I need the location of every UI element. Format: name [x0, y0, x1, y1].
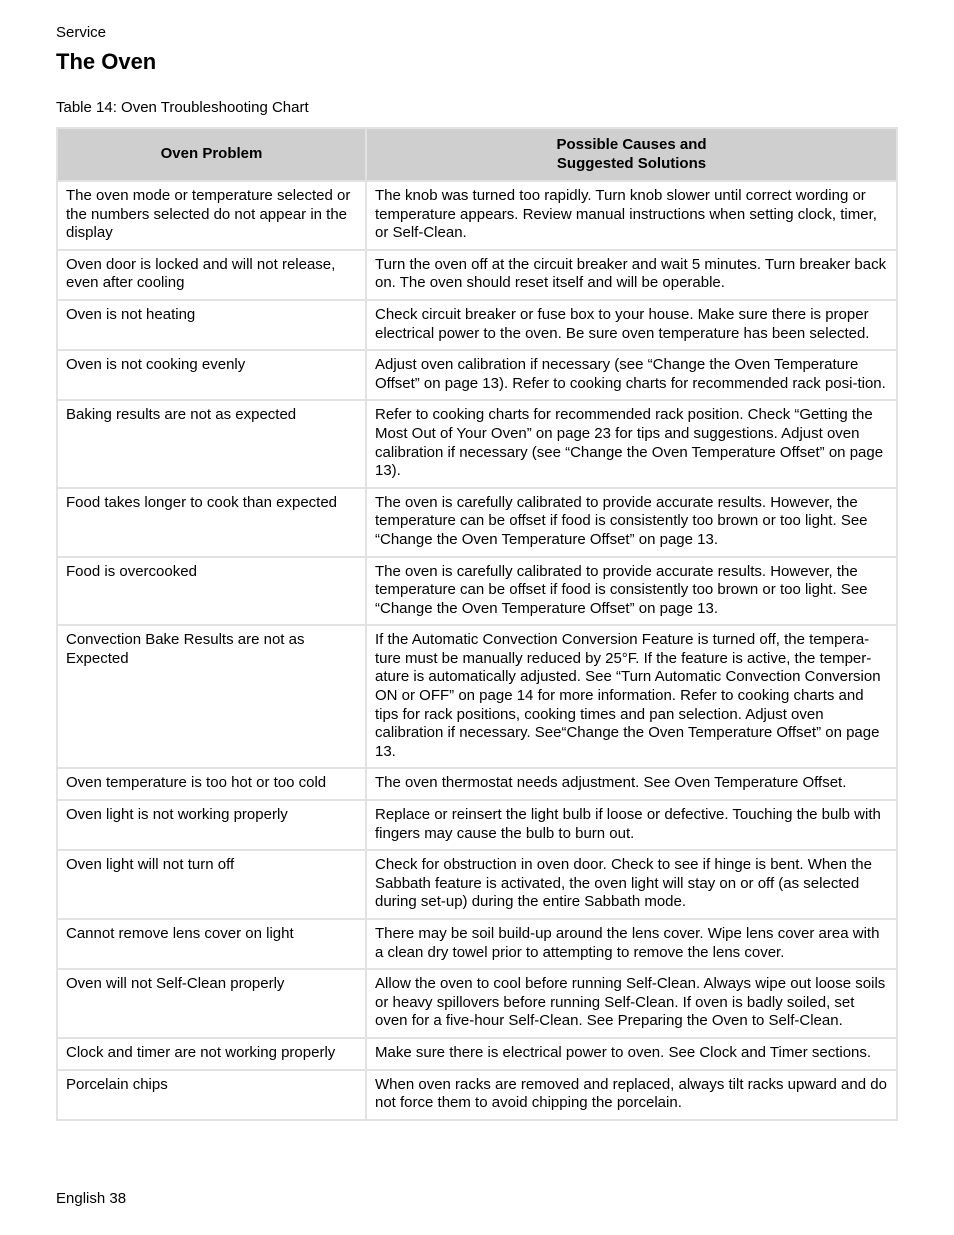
table-row	[57, 181, 897, 250]
table-row	[57, 1070, 897, 1120]
problem-cell: Clock and timer are not working properly	[57, 1038, 366, 1070]
header-solutions-line2: Suggested Solutions	[556, 154, 707, 172]
table-row	[57, 350, 897, 400]
problem-cell: Convection Bake Results are not as Expected	[57, 625, 366, 768]
table-row	[57, 625, 897, 768]
table-row	[57, 557, 897, 626]
problem-cell: Oven door is locked and will not release, even after cooling	[57, 250, 366, 300]
solution-cell: Make sure there is electrical power to oven. See Clock and Timer sections.	[366, 1038, 897, 1070]
solution-cell: Check for obstruction in oven door. Check to see if hinge is bent. When the Sabbath feature is activated, the oven light will stay on or off (as selected during set-up) during the entire Sabbath mode.	[366, 850, 897, 919]
problem-cell: Food is overcooked	[57, 557, 366, 626]
section-label: Service	[56, 24, 107, 41]
solution-cell: The knob was turned too rapidly. Turn knob slower until correct wording or temperature appears. Review manual instructions when setting clock, timer, or Self-Clean.	[366, 181, 897, 250]
problem-cell: Oven will not Self-Clean properly	[57, 969, 366, 1038]
solution-cell: Replace or reinsert the light bulb if loose or defective. Touching the bulb with fingers may cause the bulb to burn out.	[366, 800, 897, 850]
problem-cell: Porcelain chips	[57, 1070, 366, 1120]
table-row	[57, 969, 897, 1038]
solution-cell: If the Automatic Convection Conversion Feature is turned off, the tempera-ture must be manually reduced by 25°F. If the feature is active, the temper-ature is automatically adjusted. See “Turn Automatic Convection Conversion ON or OFF” on page 14 for more information. Refer to cooking charts and tips for rack positions, cooking times and pan selection. Adjust oven calibration if necessary. See“Change the Oven Temperature Offset” on page 13.	[366, 625, 897, 768]
problem-cell: The oven mode or temperature selected or the numbers selected do not appear in the display	[57, 181, 366, 250]
table-row	[57, 400, 897, 487]
solution-cell: The oven is carefully calibrated to provide accurate results. However, the temperature can be offset if food is consistently too brown or too light. See “Change the Oven Temperature Offset” on page 13.	[366, 557, 897, 626]
table-row	[57, 919, 897, 969]
table-row	[57, 488, 897, 557]
solution-cell: Check circuit breaker or fuse box to your house. Make sure there is proper electrical power to the oven. Be sure oven temperature has been selected.	[366, 300, 897, 350]
table-row	[57, 850, 897, 919]
header-solutions-line1: Possible Causes and	[556, 135, 707, 153]
solution-cell: The oven is carefully calibrated to provide accurate results. However, the temperature can be offset if food is consistently too brown or too light. See “Change the Oven Temperature Offset” on page 13.	[366, 488, 897, 557]
table-row	[57, 768, 897, 800]
troubleshooting-table	[56, 127, 898, 1121]
table-row	[57, 1038, 897, 1070]
solution-cell: Turn the oven off at the circuit breaker and wait 5 minutes. Turn breaker back on. The oven should reset itself and will be operable.	[366, 250, 897, 300]
page-title: The Oven	[56, 49, 157, 74]
table-caption: Table 14: Oven Troubleshooting Chart	[56, 99, 309, 116]
problem-cell: Oven light is not working properly	[57, 800, 366, 850]
page-footer: English 38	[56, 1190, 127, 1207]
table-row	[57, 300, 897, 350]
solution-cell: When oven racks are removed and replaced, always tilt racks upward and do not force them to avoid chipping the porcelain.	[366, 1070, 897, 1120]
table-row	[57, 250, 897, 300]
problem-cell: Oven temperature is too hot or too cold	[57, 768, 366, 800]
solution-cell: Adjust oven calibration if necessary (see “Change the Oven Temperature Offset” on page 13). Refer to cooking charts for recommended rack posi-tion.	[366, 350, 897, 400]
problem-cell: Food takes longer to cook than expected	[57, 488, 366, 557]
table-header-row	[57, 128, 897, 181]
solution-cell: There may be soil build-up around the lens cover. Wipe lens cover area with a clean dry towel prior to attempting to remove the lens cover.	[366, 919, 897, 969]
table-row	[57, 800, 897, 850]
header-possible-causes	[366, 128, 897, 181]
problem-cell: Cannot remove lens cover on light	[57, 919, 366, 969]
problem-cell: Baking results are not as expected	[57, 400, 366, 487]
problem-cell: Oven is not cooking evenly	[57, 350, 366, 400]
solution-cell: Refer to cooking charts for recommended rack position. Check “Getting the Most Out of Your Oven” on page 23 for tips and suggestions. Adjust oven calibration if necessary (see “Change the Oven Temperature Offset” on page 13).	[366, 400, 897, 487]
problem-cell: Oven light will not turn off	[57, 850, 366, 919]
problem-cell: Oven is not heating	[57, 300, 366, 350]
solution-cell: Allow the oven to cool before running Self-Clean. Always wipe out loose soils or heavy spillovers before running Self-Clean. If oven is badly soiled, set oven for a five-hour Self-Clean. See Preparing the Oven to Self-Clean.	[366, 969, 897, 1038]
solution-cell: The oven thermostat needs adjustment. See Oven Temperature Offset.	[366, 768, 897, 800]
header-oven-problem: Oven Problem	[57, 128, 366, 181]
